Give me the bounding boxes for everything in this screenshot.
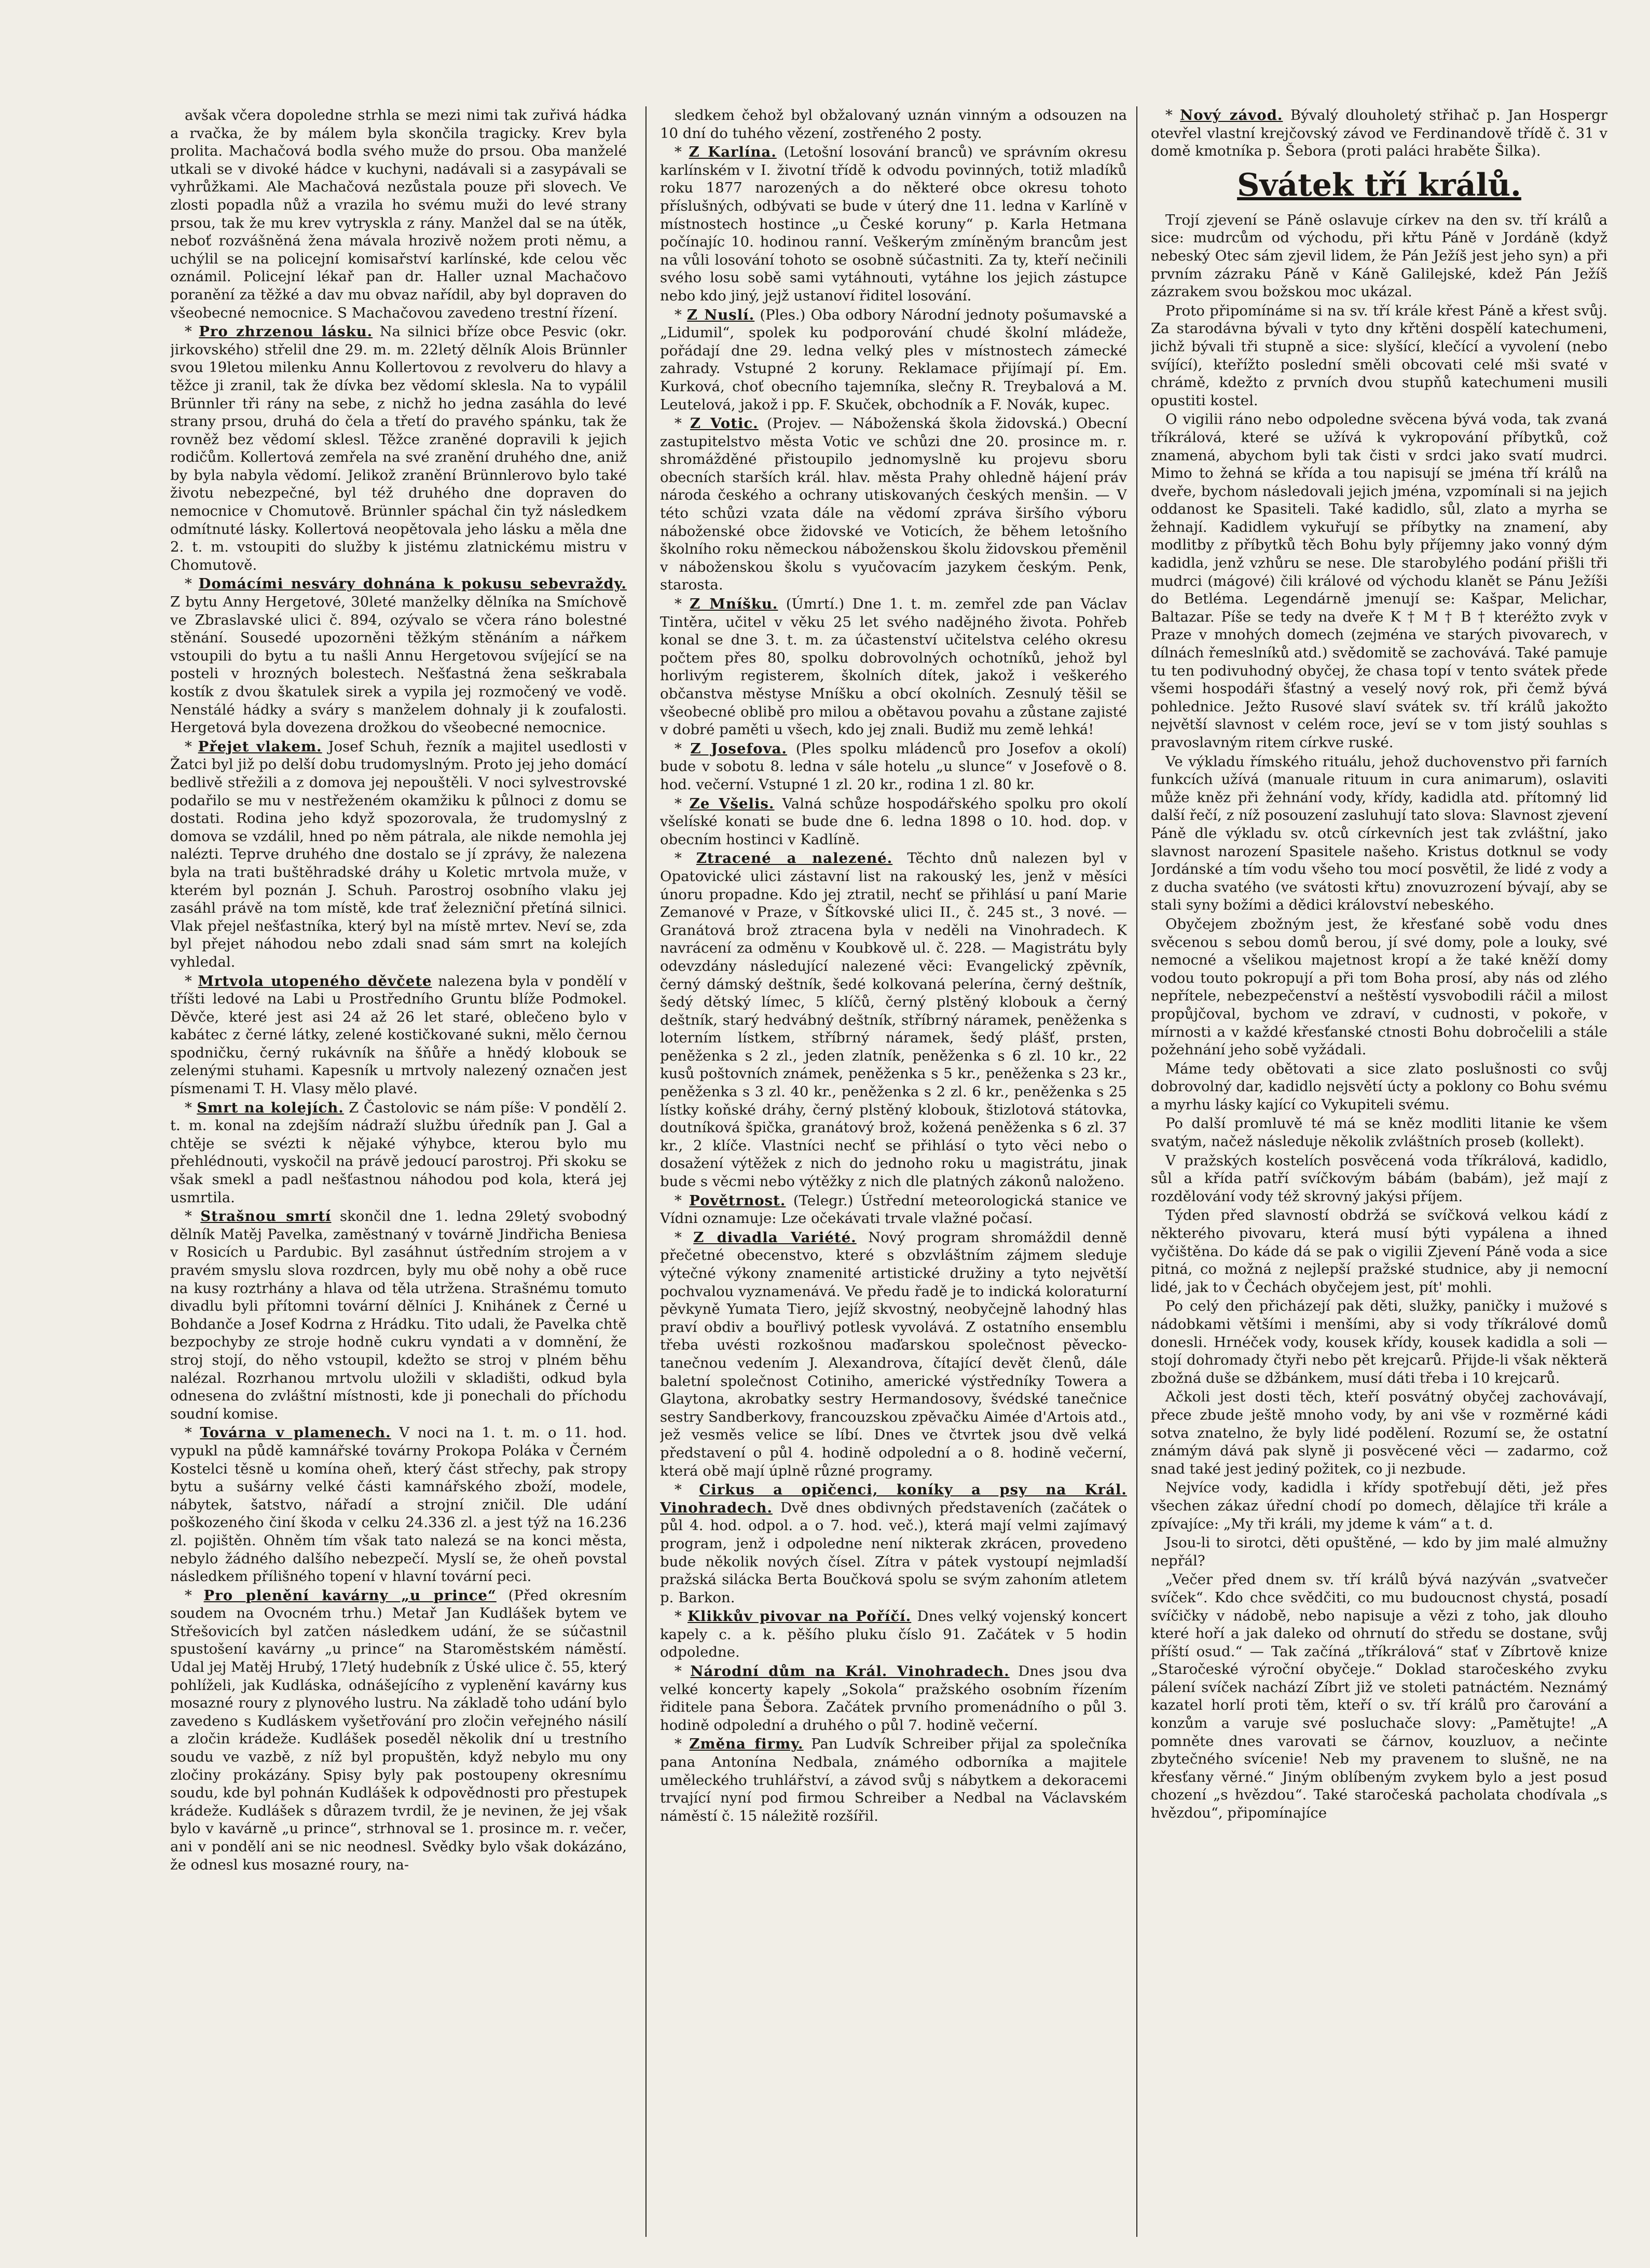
item-text: Dnes jsou dva velké koncerty kapely „Sokola“ pražského osobním řízením řiditele pana Šebora. Začátek prvního promenádního o půl 3. hodině odpolední a druhého o půl 7. hodině večerní. [660, 1663, 1127, 1734]
item-heading: Smrt na kolejích. [197, 1099, 344, 1116]
article-paragraph: O vigilii ráno nebo odpoledne svěcena bývá voda, tak zvaná tříkrálová, které se užívá k vykropování příbytků, což znamená, abychom byli tak čisti v srdci jako svatí mudrci. Mimo to žehná se křída a tou napisují se jména tří králů na dveře, bychom následovali jejich jména, vzpomínali si na jejich oddanost ke Spasiteli. Také kadidlo, sůl, zlato a myrha se žehnají. Kadidlem vykuřují se příbytky na znamení, aby modlitby z příbytků těch Bohu byly příjemny jako vonný dým kadidla, jenž vzhůru se nese. Dle starobylého podání přišli tři mudrci (mágové) čili králové od východu klanět se Pánu Ježíši do Betléma. Legendárně jmenují se: Kašpar, Melichar, Baltazar. Píše se tedy na dveře K † M † B † kteréžto zvyk v Praze v mnohých domech (zejména ve starých pivovarech, v dílnách řemeslníků atd.) svědomitě se zachovává. Také pamuje tu ten podivuhodný obyčej, že chasa topí v tento svátek přede všemi hospodáři šťastný a veselý nový rok, při čemž bývá pohlednice. Ježto Rusové slaví svátek sv. tří králů jakožto největší slavnost v celém roce, jeví se v tom jistý souhlas s pravoslavným ritem církve ruské. [1151, 411, 1607, 751]
item-text: (Ples spolku mládenců pro Josefov a okolí) bude v sobotu 8. ledna v sále hotelu „u slunce“ v Josefově o 8. hod. večerní. Vstupné 1 zl. 20 kr., rodina 1 zl. 80 kr. [660, 740, 1127, 793]
item-heading: Pro zhrzenou lásku. [199, 323, 373, 340]
news-item: * Pro zhrzenou lásku. Na silnici bříze obce Pesvic (okr. jirkovského) střelil dne 29. m. m. 22letý dělník Alois Brünnler svou 19letou milenku Annu Kollertovou z revolveru do hlavy a těžce ji zranil, tak že dívka bez vědomí sklesla. Na to vypálil Brünnler tři rány na sebe, z nichž ho jedna zasáhla do levé strany prsou, druhá do čela a třetí do pravého spánku, tak že rovněž bez vědomí sklesl. Těžce zraněné dopravili k jejich rodičům. Kollertová zemřela na své zranění druhého dne, aniž by byla nabyla vědomí. Jelikož zranění Brünnlerovo bylo také životu nebezpečné, byl též druhého dne dopraven do nemocnice v Chomutově. Brünnler spáchal čin tyž následkem odmítnuté lásky. Kollertová neopětovala jeho lásku a měla dne 2. t. m. vstoupiti do služby k jistému zlatnickému mistru v Chomutově. [170, 323, 627, 573]
news-item: * Z divadla Variété. Nový program shromáždil denně přečetné obecenstvo, které s obzvláštním zájmem sleduje výtečné výkony znamenité artistické družiny a tyto největší pochvalou vyznamenává. Ve předu řadě je to indická koloraturní pěvkyně Yumata Tiero, jejíž skvostný, neobyčejně lahodný hlas praví obdiv a bouřlivý potlesk vyvolává. Z ostatního ensemblu třeba uvésti rozkošnou maďarskou společnost pěvecko-tanečnou vedením J. Alexandrova, čítající devět členů, dále baletní společnost Cotiniho, americké výstředníky Towera a Glaytona, akrobatky sestry Hermandosovy, švédské tanečnice sestry Sandberkovy, francouzskou zpěvačku Aimée d'Artois atd., jež vesměs velice se líbí. Dnes ve čtvrtek jsou dvě velká představení o půl 4. hodině odpolední a o 8. hodině večerní, která obě mají úplně různé programy. [660, 1229, 1127, 1479]
news-item: * Z Karlína. (Letošní losování branců) ve správním okresu karlínském v I. životní třídě k odvodu povinných, totiž mladíků roku 1877 narozených a do některé obce okresu tohoto příslušných, odbývati se bude v úterý dne 11. ledna v Karlíně v místnostech hostince „u České koruny“ p. Karla Hetmana počínajíc 10. hodinou ranní. Veškerým zmíněným brancům jest na vůli losování tohoto se osobně súčastniti. Za ty, kteří nečinili svého losu sobě sami vytáhnouti, vytáhne los jejich zástupce nebo kdo jiný, jejž ustanoví řiditel losování. [660, 144, 1127, 304]
news-item: * Změna firmy. Pan Ludvík Schreiber přijal za společníka pana Antonína Nedbala, známého odborníka a majitele uměleckého truhlářství, a závod svůj s nábytkem a dekoracemi trvající nyní pod firmou Schreiber a Nedbal na Václavském náměstí č. 15 náležitě rozšířil. [660, 1736, 1127, 1824]
article-paragraph: Jsou-li to sirotci, děti opuštěné, — kdo by jim malé almužny nepřál? [1151, 1534, 1607, 1569]
item-text: Josef Schuh, řezník a majitel usedlosti v Žatci byl již po delší dobu trudomyslným. Proto jej jeho domácí bedlivě střežili a z domova jej nepouštěli. V noci sylvestrovské podařilo se mu v nestřeženém okamžiku k půlnoci z domu se dostati. Rodina jeho když spozorovala, že trudomyslný z domova se vzdálil, hned po něm pátrala, ale nikde nemohla jej nalézti. Teprve druhého dne dostalo se jí zprávy, že nalezena byla na trati buštěhradské dráhy u Koletic mrtvola muže, v kterém byl poznán J. Schuh. Parostroj osobního vlaku jej zasáhl právě na tom místě, kde trať železniční přetíná silnici. Vlak přejel nešťastníka, který byl na místě mrtev. Neví se, zda byl přejet náhodou nebo zdali snad sám smrt na kolejích vyhledal. [170, 738, 627, 970]
news-item: * Továrna v plamenech. V noci na 1. t. m. o 11. hod. vypukl na půdě kamnářské továrny Prokopa Poláka v Černém Kostelci těsně u komína oheň, který část střechy, pak stropy bytu a sušárny velké části kamnářského zboží, modele, nábytek, šatstvo, nářadí a strojní zničil. Dle udání poškozeného činí škoda v celku 24.336 zl. a jest týž na 16.236 zl. pojištěn. Ohněm tím však tato nalezá se na konci města, nebylo žádného dalšího nebezpečí. Myslí se, že oheň povstal následkem přílišného topení v hlavní tovární peci. [170, 1424, 627, 1585]
news-item: * Z Votic. (Projev. — Náboženská škola židovská.) Obecní zastupitelstvo města Votic ve schůzi dne 20. prosince m. r. shromážděné přistoupilo jednomyslně ku projevu sboru obecních starších král. hlav. města Prahy ohledně hájení práv národa českého a ochrany utiskovaných českých menšin. — V této schůzi vzata dále na vědomí zpráva širšího výboru náboženské obce židovské ve Voticích, že během letošního školního roku německou náboženskou školu židovskou přeměnil v náboženskou školu s vyučovacím jazykem českým. Penk, starosta. [660, 415, 1127, 594]
article-paragraph: Ve výkladu římského rituálu, jehož duchovenstvo při farních funkcích užívá (manuale rituum in cura animarum), oslaviti může kněz při žehnání vody, křídy, kadidla atd. přítomný lid další řečí, z níž posouzení zasluhují tato slova: Slavnost zjevení Páně dle výkladu sv. otců církevních jest tak zvláštní, jako slavnost narození Spasitele našeho. Kristus dotknul se vody Jordánské a tím vodu všeho tou mocí posvětil, že lidé z vody a z ducha svatého (ve svátosti křtu) znovuzrození bývají, aby se stali syny božími a dědici království nebeského. [1151, 753, 1607, 914]
article-title: Svátek tří králů. [1237, 167, 1521, 203]
item-text: (Ples.) Oba odbory Národní jednoty pošumavské a „Lidumil“, spolek ku podporování chudé školní mládeže, pořádají dne 29. ledna velký ples v místnostech zámecké zahrady. Vstupné 2 koruny. Reklamace přijímají pí. Em. Kurková, choť obecního tajemníka, slečny R. Treybalová a M. Leutelová, jakož i pp. F. Skuček, obchodník a F. Novák, kupec. [660, 306, 1127, 413]
item-text: Dvě dnes obdivných představeních (začátek o půl 4. hod. odpol. a o 7. hod. več.), která mají velmi zajímavý program, jenž i odpoledne není nikterak zkrácen, provedeno bude několik nových čísel. Zítra v pátek vystoupí nejmladší pražská silácka Berta Boučková spolu se svým zahoním atletem p. Barkon. [660, 1499, 1127, 1606]
item-heading: Povětrnost. [689, 1192, 786, 1209]
news-item: * Klikkův pivovar na Poříčí. Dnes velký vojenský koncert kapely c. a k. pěšího pluku číslo 91. Začátek v 5 hodin odpoledne. [660, 1608, 1127, 1661]
column-left [170, 106, 627, 2237]
column-rule [1136, 106, 1137, 2237]
item-text: (Úmrtí.) Dne 1. t. m. zemřel zde pan Václav Tintěra, učitel v věku 25 let svého nadějného života. Pohřeb konal se dne 3. t. m. za účastenství učitelstva celého okresu počtem přes 80, spolku dobrovolných ochotníků, jehož byl horlivým registerem, školních dítek, jakož i veškerého občanstva městyse Mníšku a obcí okolních. Zesnulý těšil se všeobecné oblibě pro milou a obětavou povahu a zůstane zajisté v dobré paměti u všech, kdo jej znali. Budiž mu země lehká! [660, 596, 1127, 738]
news-item: * Nový závod. Bývalý dlouholetý střihač p. Jan Hospergr otevřel vlastní krejčovský závod ve Ferdinandově třídě č. 31 v domě kmotníka p. Šebora (proti paláci hraběte Šilka). [1151, 107, 1607, 160]
news-item: * Národní dům na Král. Vinohradech. Dnes jsou dva velké koncerty kapely „Sokola“ pražského osobním řízením řiditele pana Šebora. Začátek prvního promenádního o půl 3. hodině odpolední a druhého o půl 7. hodině večerní. [660, 1663, 1127, 1734]
column-rule [645, 106, 647, 2237]
column-right [1151, 106, 1607, 2237]
item-heading: Mrtvola utopeného děvčete [198, 972, 432, 989]
item-heading: Domácími nesváry dohnána k pokusu sebevraždy. [198, 575, 627, 593]
news-item: * Strašnou smrtí skončil dne 1. ledna 29letý svobodný dělník Matěj Pavelka, zaměstnaný v továrně Jindřicha Beniesa v Rosicích u Pardubic. Byl zasáhnut ústředním strojem a v pravém smyslu slova rozdrcen, byly mu obě nohy a obě ruce na kusy roztrhány a hlava od těla utržena. Strašnému tomuto divadlu byli přítomni tovární dělníci J. Knihánek z Černé u Bohdanče a Josef Kodrna z Hrádku. Tito udali, že Pavelka chtě bezpochyby ze stroje hodně cukru vyndati a v domnění, že stroj stojí, do něho vstoupil, kdežto se stroj v plném běhu nalézal. Rozrhanou mrtvolu uložili v skladišti, odkud byla odnesena do zvláštní místnosti, kde ji ponechali do příchodu soudní komise. [170, 1208, 627, 1422]
item-heading: Z Nuslí. [686, 306, 755, 323]
article-paragraph: Ačkoli jest dosti těch, kteří posvátný obyčej zachovávají, přece zbude ještě mnoho vody, by ani vše v rozměrné kádi sotva znatelno, že byly lidé podělení. Rozumí se, že ostatní známým dává pak slyně ji posvěcené věci — zadarmo, což snad také jest jediný požitek, co ji nezbude. [1151, 1389, 1607, 1477]
item-text: (Před okresním soudem na Ovocném trhu.) Metař Jan Kudlášek bytem ve Střešovicích byl zatčen následkem udání, že se súčastnil spustošení kavárny „u prince“ na Staroměstském náměstí. Udal jej Matěj Hrubý, 17letý hudebník z Úské ulice č. 55, který pohlíželi, jak Kudláska, odnášejícího z vyplenění kavárny kus mosazné roury z plynového lustru. Na základě toho udání bylo zavedeno s Kudláskem vyšetřování pro zločin veřejného násilí a zločin krádeže. Kudlášek poseděl několik dní u trestního soudu ve vazbě, z níž byl propuštěn, když nebylo mu ony zločiny prokázány. Spisy byly pak postoupeny okresnímu soudu, kde byl pohnán Kudlášek k odpovědnosti pro přestupek krádeže. Kudlášek s důrazem tvrdil, že je nevinen, že jej však bylo v kavárně „u prince“, strhnoval se 1. prosince m. r. večer, ani v pondělí ani se nic neodnesl. Svědky bylo však dokázáno, že odnesl kus mosazné roury, na- [170, 1587, 627, 1873]
item-heading: Ze Všelis. [689, 795, 775, 812]
item-text: nalezena byla v pondělí v tříšti ledové na Labi u Prostředního Gruntu blíže Podmokel. Děvče, které jest asi 24 až 26 let staré, oblečeno bylo v kabátec z černé látky, zelené kostičkované sukni, mělo černou spodničku, černý rukávník na šňůře a hnědý klobouk se zelenými stuhami. Kapesník u mrtvoly nalezený označen jest písmenami T. H. Vlasy mělo plavé. [170, 972, 627, 1097]
news-item: * Z Mníšku. (Úmrtí.) Dne 1. t. m. zemřel zde pan Václav Tintěra, učitel v věku 25 let svého nadějného života. Pohřeb konal se dne 3. t. m. za účastenství učitelstva celého okresu počtem přes 80, spolku dobrovolných ochotníků, jehož byl horlivým registerem, školních dítek, jakož i veškerého občanstva městyse Mníšku a obcí okolních. Zesnulý těšil se všeobecné oblibě pro milou a obětavou povahu a zůstane zajisté v dobré paměti u všech, kdo jej znali. Budiž mu země lehká! [660, 596, 1127, 738]
item-heading: Změna firmy. [689, 1736, 804, 1753]
item-text: (Letošní losování branců) ve správním okresu karlínském v I. životní třídě k odvodu povinných, totiž mladíků roku 1877 narozených a do některé obce okresu tohoto příslušných, odbývati se bude v úterý dne 11. ledna v Karlíně v místnostech hostince „u České koruny“ p. Karla Hetmana počínajíc 10. hodinou ranní. Veškerým zmíněným brancům jest na vůli losování tohoto se osobně súčastniti. Za ty, kteří nečinili svého losu sobě sami vytáhnouti, vytáhne los jejich zástupce nebo kdo jiný, jejž ustanoví řiditel losování. [660, 144, 1127, 304]
news-item: * Pro plenění kavárny „u prince“ (Před okresním soudem na Ovocném trhu.) Metař Jan Kudlášek bytem ve Střešovicích byl zatčen následkem udání, že se súčastnil spustošení kavárny „u prince“ na Staroměstském náměstí. Udal jej Matěj Hrubý, 17letý hudebník z Úské ulice č. 55, který pohlíželi, jak Kudláska, odnášejícího z vyplenění kavárny kus mosazné roury z plynového lustru. Na základě toho udání bylo zavedeno s Kudláskem vyšetřování pro zločin veřejného násilí a zločin krádeže. Kudlášek poseděl několik dní u trestního soudu ve vazbě, z níž byl propuštěn, když nebylo mu ony zločiny prokázány. Spisy byly pak postoupeny okresnímu soudu, kde byl pohnán Kudlášek k odpovědnosti pro přestupek krádeže. Kudlášek s důrazem tvrdil, že je nevinen, že jej však bylo v kavárně „u prince“, strhnoval se 1. prosince m. r. večer, ani v pondělí ani se nic neodnesl. Svědky bylo však dokázáno, že odnesl kus mosazné roury, na- [170, 1587, 627, 1873]
item-heading: Národní dům na Král. Vinohradech. [690, 1663, 1010, 1680]
article-paragraph: „Večer před dnem sv. tří králů bývá nazýván „svatvečer svíček“. Kdo chce svědčiti, co mu budoucnost chystá, posadí svíčičky v nádobě, nebo napisuje a vězi z toho, jak dlouho které hoří a jak daleko od ohrnutí do středu se dostane, svůj příští osud.“ — Tak začíná „tříkrálová“ stať v Zíbrtově knize „Staročeské výroční obyčeje.“ Doklad staročeského zvyku pálení svíček nachází Zíbrt již ve stoleti patnáctém. Neznámý kazatel horlí proti těm, kteří o sv. tří králů pro čarování a konzům a varuje své posluchače slovy: „Pamětujte! „A pomněte dnes varovati se čárnov, kouzluov, a nečinte zbytečného svícenie! Neb my pravenem to slušně, ne na křesťany věrné.“ Jiným oblíbeným zvykem bylo a jest posud chození „s hvězdou“. Také staročeská pacholata chodívala „s hvězdou“, připomínajíce [1151, 1571, 1607, 1822]
item-text: Na silnici bříze obce Pesvic (okr. jirkovského) střelil dne 29. m. m. 22letý dělník Alois Brünnler svou 19letou milenku Annu Kollertovou z revolveru do hlavy a těžce ji zranil, tak že dívka bez vědomí sklesla. Na to vypálil Brünnler tři rány na sebe, z nichž ho jedna zasáhla do levé strany prsou, druhá do čela a třetí do pravého spánku, tak že rovněž bez vědomí sklesl. Těžce zraněné dopravili k jejich rodičům. Kollertová zemřela na své zranění druhého dne, aniž by byla nabyla vědomí. Jelikož zranění Brünnlerovo bylo také životu nebezpečné, byl též druhého dne dopraven do nemocnice v Chomutově. Brünnler spáchal čin tyž následkem odmítnuté lásky. Kollertová neopětovala jeho lásku a měla dne 2. t. m. vstoupiti do služby k jistému zlatnickému mistru v Chomutově. [170, 323, 627, 573]
item-text: (Projev. — Náboženská škola židovská.) Obecní zastupitelstvo města Votic ve schůzi dne 20. prosince m. r. shromážděné přistoupilo jednomyslně ku projevu sboru obecních starších král. hlav. města Prahy ohledně hájení práv národa českého a ochrany utiskovaných českých menšin. — V této schůzi vzata dále na vědomí zpráva širšího výboru náboženské obce židovské ve Voticích, že během letošního školního roku německou náboženskou školu židovskou přeměnil v náboženskou školu s vyučovacím jazykem českým. Penk, starosta. [660, 415, 1127, 594]
item-heading: Cirkus a opičenci, koníky a psy na Král. Vinohradech. [660, 1481, 1127, 1516]
news-item: * Ze Všelis. Valná schůze hospodářského spolku pro okolí všelíské konati se bude dne 6. ledna 1898 o 10. hod. dop. v obecním hostinci v Kadlíně. [660, 795, 1127, 848]
item-heading: Ztracené a nalezené. [696, 850, 893, 867]
item-heading: Strašnou smrtí [200, 1208, 332, 1225]
item-text: Bývalý dlouholetý střihač p. Jan Hospergr otevřel vlastní krejčovský závod ve Ferdinandově třídě č. 31 v domě kmotníka p. Šebora (proti paláci hraběte Šilka). [1151, 107, 1607, 160]
item-text: skončil dne 1. ledna 29letý svobodný dělník Matěj Pavelka, zaměstnaný v továrně Jindřicha Beniesa v Rosicích u Pardubic. Byl zasáhnut ústředním strojem a v pravém smyslu slova rozdrcen, byly mu obě nohy a obě ruce na kusy roztrhány a hlava od těla utržena. Strašnému tomuto divadlu byli přítomni tovární dělníci J. Knihánek z Černé u Bohdanče a Josef Kodrna z Hrádku. Tito udali, že Pavelka chtě bezpochyby ze stroje hodně cukru vyndati a v domnění, že stroj stojí, do něho vstoupil, kdežto se stroj v plném běhu nalézal. Rozrhanou mrtvolu uložili v skladišti, odkud byla odnesena do zvláštní místnosti, kde ji ponechali do příchodu soudní komise. [170, 1208, 627, 1422]
article-paragraph: Nejvíce vody, kadidla i křídy spotřebují děti, jež přes všechen zákaz úřední chodí po domech, dělajíce tři krále a zpívajíce: „My tři králi, my jdeme k vám“ a t. d. [1151, 1479, 1607, 1532]
news-item: * Z Josefova. (Ples spolku mládenců pro Josefov a okolí) bude v sobotu 8. ledna v sále hotelu „u slunce“ v Josefově o 8. hod. večerní. Vstupné 1 zl. 20 kr., rodina 1 zl. 80 kr. [660, 740, 1127, 793]
news-item: * Povětrnost. (Telegr.) Ústřední meteorologická stanice ve Vídni oznamuje: Lze očekávati trvale vlažné počasí. [660, 1192, 1127, 1227]
item-text: (Telegr.) Ústřední meteorologická stanice ve Vídni oznamuje: Lze očekávati trvale vlažné počasí. [660, 1192, 1127, 1227]
item-heading: Z Votic. [690, 415, 759, 432]
item-heading: Klikkův pivovar na Poříčí. [688, 1608, 912, 1625]
item-heading: Nový závod. [1180, 107, 1283, 123]
item-text: V noci na 1. t. m. o 11. hod. vypukl na půdě kamnářské továrny Prokopa Poláka v Černém Kostelci těsně u komína oheň, který část střechy, pak stropy bytu a sušárny velké části kamnářského zboží, modele, nábytek, šatstvo, nářadí a strojní zničil. Dle udání poškozeného činí škoda v celku 24.336 zl. a jest týž na 16.236 zl. pojištěn. Ohněm tím však tato nalezá se na konci města, nebylo žádného dalšího nebezpečí. Myslí se, že oheň povstal následkem přílišného topení v hlavní tovární peci. [170, 1424, 627, 1585]
news-item: * Ztracené a nalezené. Těchto dnů nalezen byl v Opatovické ulici zástavní list na rakouský les, jenž v měsíci únoru propadne. Kdo jej ztratil, nechť se přihlásí u paní Marie Zemanové v Praze, v Šítkovské ulici II., č. 245 st., 3 nové. — Granátová brož ztracena byla v neděli na Vinohradech. K navrácení za odměnu v Koubkově ul. č. 228. — Magistrátu byly odevzdány následující nalezené věci: Evangelický zpěvník, černý dámský deštník, šedé kolkovaná pelerína, černý deštník, šedý dětský límec, 5 klíčů, černý plstěný klobouk a černý deštník, starý hedvábný deštník, stříbrný náramek, peněženka s loterním lístkem, stříbrný náramek, šedý plášť, prsten, peněženka s 2 zl., jeden zlatník, peněženka s 6 zl. 10 kr., 22 kusů poštovních známek, peněženka s 5 kr., peněženka s 23 kr., peněženka s 3 zl. 40 kr., peněženka s 2 zl. 6 kr., peněženka s 25 lístky koňské dráhy, černý plstěný klobouk, štizlotová státovka, doutníková špička, granátový brož, kožená peněženka s 6 zl. 37 kr., 2 klíče. Vlastníci nechť se přihlásí o tyto věci nebo o dosažení výtěžek z nich do jednoho roku u magistrátu, jinak bude s věcmi nebo výtěžky z nich dle platných zákonů naloženo. [660, 850, 1127, 1190]
article-paragraph: avšak včera dopoledne strhla se mezi nimi tak zuřivá hádka a rvačka, že by málem byla skončila tragicky. Krev byla prolita. Machačová bodla svého muže do prsou. Oba manželé utkali se v divoké hádce v kuchyni, nadávali si a zasypávali se vyhrůžkami. Ale Machačová nezůstala pouze při slovech. Ve zlosti popadla nůž a vrazila ho svému muži do levé strany prsou, tak že mu krev vytryskla z rány. Manžel dal se na útěk, neboť rozvášněná žena mávala hrozivě nožem proti němu, a uchýlil se na policejní komisařství karlínské, kde celou věc oznámil. Policejní lékař pan dr. Haller uznal Machačovo poranění za těžké a dav mu obvaz nařídil, aby byl dopraven do všeobecné nemocnice. S Machačovou zavedeno trestní řízení. [170, 107, 627, 321]
article-paragraph: Obyčejem zbožným jest, že křesťané sobě vodu dnes svěcenou s sebou domů berou, jí své domy, pole a louky, své nemocné a všelikou majetnost kropí a že také kněží domy vodou touto pokropují a při tom Boha prosí, aby nás od zlého nepřítele, nebezpečenství a neštěstí vysvobodili ráčil a milost propůjčoval, bychom ve zdraví, v cudnosti, v pokoře, v mírnosti a v každé křesťanské ctnosti Bohu dobročelili a stále požehnání jeho sobě vyžádali. [1151, 915, 1607, 1059]
article-paragraph: Po další promluvě té má se kněz modliti litanie ke všem svatým, načež následuje několik zvláštních proseb (kollekt). [1151, 1115, 1607, 1150]
item-heading: Z Karlína. [689, 144, 777, 161]
item-heading: Z divadla Variété. [693, 1229, 857, 1246]
article-paragraph: Týden před slavností obdržá se svíčková velkou kádí z některého pivovaru, která musí býti vypálena a ihned vyčištěna. Do káde dá se pak o vigilii Zjevení Páně voda a sice pitná, co možná z nejlepší pražské studnice, aby ji nemocní lidé, jak to v Čechách obyčejem jest, pít' mohli. [1151, 1207, 1607, 1296]
item-text: Pan Ludvík Schreiber přijal za společníka pana Antonína Nedbala, známého odborníka a majitele uměleckého truhlářství, a závod svůj s nábytkem a dekoracemi trvající nyní pod firmou Schreiber a Nedbal na Václavském náměstí č. 15 náležitě rozšířil. [660, 1736, 1127, 1824]
news-item: * Smrt na kolejích. Z Častolovic se nám píše: V pondělí 2. t. m. konal na zdejším nádraží službu úředník pan J. Gal a chtěje se svézti k nějaké výhybce, kterou bylo mu přehlédnouti, vyskočil na právě jedoucí parostroj. Při skoku se však smekl a padl nešťastnou náhodou pod kola, která jej usmrtila. [170, 1099, 627, 1206]
news-item: * Cirkus a opičenci, koníky a psy na Král. Vinohradech. Dvě dnes obdivných představeních (začátek o půl 4. hod. odpol. a o 7. hod. več.), která mají velmi zajímavý program, jenž i odpoledne není nikterak zkrácen, provedeno bude několik nových čísel. Zítra v pátek vystoupí nejmladší pražská silácka Berta Boučková spolu se svým zahoním atletem p. Barkon. [660, 1481, 1127, 1606]
item-heading: Továrna v plamenech. [200, 1424, 391, 1441]
article-paragraph: Trojí zjevení se Páně oslavuje církev na den sv. tří králů a sice: mudrcům od východu, při křtu Páně v Jordáně (když nebeský Otec sám zjevil lidem, že Pán Ježíš jest jeho syn) a při prvním zázraku Páně v Káně Galilejské, kdež Pán Ježíš zázrakem svou božskou moc ukázal. [1151, 211, 1607, 300]
item-heading: Z Mníšku. [690, 596, 778, 613]
news-item: * Mrtvola utopeného děvčete nalezena byla v pondělí v tříšti ledové na Labi u Prostředního Gruntu blíže Podmokel. Děvče, které jest asi 24 až 26 let staré, oblečeno bylo v kabátec z černé látky, zelené kostičkované sukni, mělo černou spodničku, černý rukávník na šňůře a hnědý klobouk se zelenými stuhami. Kapesník u mrtvoly nalezený označen jest písmenami T. H. Vlasy mělo plavé. [170, 972, 627, 1097]
article-paragraph: V pražských kostelích posvěcená voda tříkrálová, kadidlo, sůl a křída patří svíčkovým bábám (babám), jež mají z rozdělování vody též skrovný jakýsi příjem. [1151, 1152, 1607, 1205]
item-text: Z Častolovic se nám píše: V pondělí 2. t. m. konal na zdejším nádraží službu úředník pan J. Gal a chtěje se svézti k nějaké výhybce, kterou bylo mu přehlédnouti, vyskočil na právě jedoucí parostroj. Při skoku se však smekl a padl nešťastnou náhodou pod kola, která jej usmrtila. [170, 1099, 627, 1206]
item-text: Těchto dnů nalezen byl v Opatovické ulici zástavní list na rakouský les, jenž v měsíci únoru propadne. Kdo jej ztratil, nechť se přihlásí u paní Marie Zemanové v Praze, v Šítkovské ulici II., č. 245 st., 3 nové. — Granátová brož ztracena byla v neděli na Vinohradech. K navrácení za odměnu v Koubkově ul. č. 228. — Magistrátu byly odevzdány následující nalezené věci: Evangelický zpěvník, černý dámský deštník, šedé kolkovaná pelerína, černý deštník, šedý dětský límec, 5 klíčů, černý plstěný klobouk a černý deštník, starý hedvábný deštník, stříbrný náramek, peněženka s loterním lístkem, stříbrný náramek, šedý plášť, prsten, peněženka s 2 zl., jeden zlatník, peněženka s 6 zl. 10 kr., 22 kusů poštovních známek, peněženka s 5 kr., peněženka s 23 kr., peněženka s 3 zl. 40 kr., peněženka s 2 zl. 6 kr., peněženka s 25 lístky koňské dráhy, černý plstěný klobouk, štizlotová státovka, doutníková špička, granátový brož, kožená peněženka s 6 zl. 37 kr., 2 klíče. Vlastníci nechť se přihlásí o tyto věci nebo o dosažení výtěžek z nich do jednoho roku u magistrátu, jinak bude s věcmi nebo výtěžky z nich dle platných zákonů naloženo. [660, 850, 1127, 1190]
item-heading: Přejet vlakem. [198, 738, 322, 755]
article-paragraph: Po celý den přicházejí pak děti, služky, paničky i mužové s nádobkami většími i menšími, aby si vody tříkrálové domů donesli. Hrnéček vody, kousek křídy, kousek kadidla a soli — stojí dohromady čtyři nebo pět krejcarů. Přijde-li však některă zbožná duše se džbánkem, musí dáti třeba i 10 krejcarů. [1151, 1298, 1607, 1386]
item-text: Z bytu Anny Hergetové, 30leté manželky dělníka na Smíchově ve Zbraslavské ulici č. 894, ozývalo se včera ráno bolestné stěnání. Sousedé upozorněni těžkým stěnáním a nářkem vstoupili do bytu a tu našli Annu Hergetovou svíjející se na posteli v hrozných bolestech. Nešťastná žena seškrabala kostík z dvou škatulek sirek a vypila jej rozmočený ve vodě. Nenstálé hádky a sváry s manželem dohnaly ji k zoufalosti. Hergetová byla dovezena drožkou do všeobecné nemocnice. [170, 594, 627, 736]
news-item: * Přejet vlakem. Josef Schuh, řezník a majitel usedlosti v Žatci byl již po delší dobu trudomyslným. Proto jej jeho domácí bedlivě střežili a z domova jej nepouštěli. V noci sylvestrovské podařilo se mu v nestřeženém okamžiku k půlnoci z domu se dostati. Rodina jeho když spozorovala, že trudomyslný z domova se vzdálil, hned po něm pátrala, ale nikde nemohla jej nalézti. Teprve druhého dne dostalo se jí zprávy, že nalezena byla na trati buštěhradské dráhy u Koletic mrtvola muže, v kterém byl poznán J. Schuh. Parostroj osobního vlaku jej zasáhl právě na tom místě, kde trať železniční přetíná silnici. Vlak přejel nešťastníka, který byl na místě mrtev. Neví se, zda byl přejet náhodou nebo zdali snad sám smrt na kolejích vyhledal. [170, 738, 627, 970]
item-text: Nový program shromáždil denně přečetné obecenstvo, které s obzvláštním zájmem sleduje výtečné výkony znamenité artistické družiny a tyto největší pochvalou vyznamenává. Ve předu řadě je to indická koloraturní pěvkyně Yumata Tiero, jejíž skvostný, neobyčejně lahodný hlas praví obdiv a bouřlivý potlesk vyvolává. Z ostatního ensemblu třeba uvésti rozkošnou maďarskou společnost pěvecko-tanečnou vedením J. Alexandrova, čítající devět členů, dále baletní společnost Cotiniho, americké výstředníky Towera a Glaytona, akrobatky sestry Hermandosovy, švédské tanečnice sestry Sandberkovy, francouzskou zpěvačku Aimée d'Artois atd., jež vesměs velice se líbí. Dnes ve čtvrtek jsou dvě velká představení o půl 4. hodině odpolední a o 8. hodině večerní, která obě mají úplně různé programy. [660, 1229, 1127, 1479]
item-text: Dnes velký vojenský koncert kapely c. a k. pěšího pluku číslo 91. Začátek v 5 hodin odpoledne. [660, 1608, 1127, 1661]
news-item: * Domácími nesváry dohnána k pokusu sebevraždy. Z bytu Anny Hergetové, 30leté manželky dělníka na Smíchově ve Zbraslavské ulici č. 894, ozývalo se včera ráno bolestné stěnání. Sousedé upozorněni těžkým stěnáním a nářkem vstoupili do bytu a tu našli Annu Hergetovou svíjející se na posteli v hrozných bolestech. Nešťastná žena seškrabala kostík z dvou škatulek sirek a vypila jej rozmočený ve vodě. Nenstálé hádky a sváry s manželem dohnaly ji k zoufalosti. Hergetová byla dovezena drožkou do všeobecné nemocnice. [170, 575, 627, 736]
article-paragraph: Proto připomínáme si na sv. tří krále křest Páně a křest svůj. Za starodávna bývali v tyto dny křtěni dospělí katechumeni, jichž bývali tři stupně a sice: slyšící, klečící a vyvolení (nebo svíjící), kteřížto poslední směli obcovati celé mši svaté v chrámě, kdežto z prvních dvou stupňů katechumeni musili opustiti kostel. [1151, 302, 1607, 409]
item-text: Valná schůze hospodářského spolku pro okolí všelíské konati se bude dne 6. ledna 1898 o 10. hod. dop. v obecním hostinci v Kadlíně. [660, 795, 1127, 848]
article-paragraph: Máme tedy obětovati a sice zlato poslušnosti co svůj dobrovolný dar, kadidlo nejsvětí úcty a poklony co Bohu svému a myrhu lásky kající co Vykupiteli svému. [1151, 1060, 1607, 1113]
article-paragraph: sledkem čehož byl obžalovaný uznán vinným a odsouzen na 10 dní do tuhého vězení, zostřeného 2 posty. [660, 107, 1127, 142]
column-middle [660, 106, 1127, 2237]
news-item: * Z Nuslí. (Ples.) Oba odbory Národní jednoty pošumavské a „Lidumil“, spolek ku podporování chudé školní mládeže, pořádají dne 29. ledna velký ples v místnostech zámecké zahrady. Vstupné 2 koruny. Reklamace přijímají pí. Em. Kurková, choť obecního tajemníka, slečny R. Treybalová a M. Leutelová, jakož i pp. F. Skuček, obchodník a F. Novák, kupec. [660, 306, 1127, 413]
item-heading: Z Josefova. [690, 740, 787, 757]
item-heading: Pro plenění kavárny „u prince“ [203, 1587, 497, 1604]
